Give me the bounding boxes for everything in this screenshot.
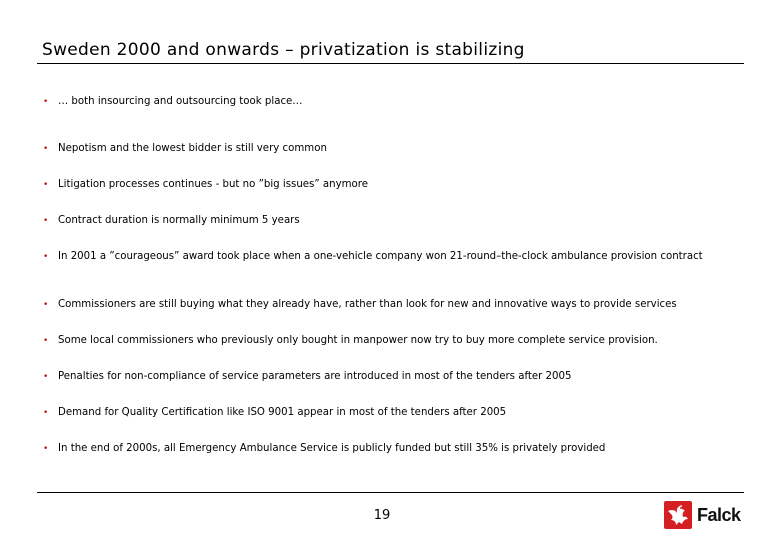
bullet-text: Contract duration is normally minimum 5 years bbox=[58, 215, 300, 226]
footer-divider bbox=[37, 492, 744, 493]
bullet-item bbox=[43, 179, 733, 191]
bullet-marker: • bbox=[43, 216, 49, 226]
page-number: 19 bbox=[373, 508, 391, 523]
bullet-marker: • bbox=[43, 180, 49, 190]
slide-title: Sweden 2000 and onwards – privatization is stabilizing bbox=[42, 40, 525, 60]
bullet-marker: • bbox=[43, 97, 49, 107]
falck-wordmark: Falck bbox=[697, 504, 741, 525]
bullet-marker: • bbox=[43, 252, 49, 262]
bullet-marker: • bbox=[43, 444, 49, 454]
bullet-text: Litigation processes continues - but no ”big issues” anymore bbox=[58, 179, 368, 190]
bullet-item bbox=[43, 143, 733, 155]
bullet-item bbox=[43, 371, 733, 383]
bullet-text: In the end of 2000s, all Emergency Ambulance Service is publicly funded but still 35% is privately provided bbox=[58, 443, 606, 454]
bullet-marker: • bbox=[43, 300, 49, 310]
bullet-marker: • bbox=[43, 144, 49, 154]
bullet-item bbox=[43, 251, 733, 263]
falck-eagle-icon bbox=[664, 501, 692, 529]
bullet-text: Some local commissioners who previously only bought in manpower now try to buy more complete service provision. bbox=[58, 335, 658, 346]
bullet-marker: • bbox=[43, 408, 49, 418]
bullet-marker: • bbox=[43, 336, 49, 346]
title-divider bbox=[37, 63, 744, 64]
bullet-text: Penalties for non-compliance of service parameters are introduced in most of the tenders after 2005 bbox=[58, 371, 572, 382]
bullet-item bbox=[43, 407, 733, 419]
bullet-item bbox=[43, 299, 733, 311]
bullet-text: Demand for Quality Certification like ISO 9001 appear in most of the tenders after 2005 bbox=[58, 407, 507, 418]
bullet-text: Nepotism and the lowest bidder is still very common bbox=[58, 143, 327, 154]
falck-logo bbox=[664, 501, 741, 529]
bullet-text: … both insourcing and outsourcing took place… bbox=[58, 96, 303, 107]
bullet-marker: • bbox=[43, 372, 49, 382]
bullet-item bbox=[43, 335, 733, 347]
bullet-text: In 2001 a ”courageous” award took place when a one-vehicle company won 21-round–the-clock ambulance provision contract bbox=[58, 251, 703, 262]
bullet-item bbox=[43, 96, 733, 108]
bullet-text: Commissioners are still buying what they already have, rather than look for new and innovative ways to provide services bbox=[58, 299, 677, 310]
bullet-item bbox=[43, 215, 733, 227]
bullet-item bbox=[43, 443, 733, 455]
